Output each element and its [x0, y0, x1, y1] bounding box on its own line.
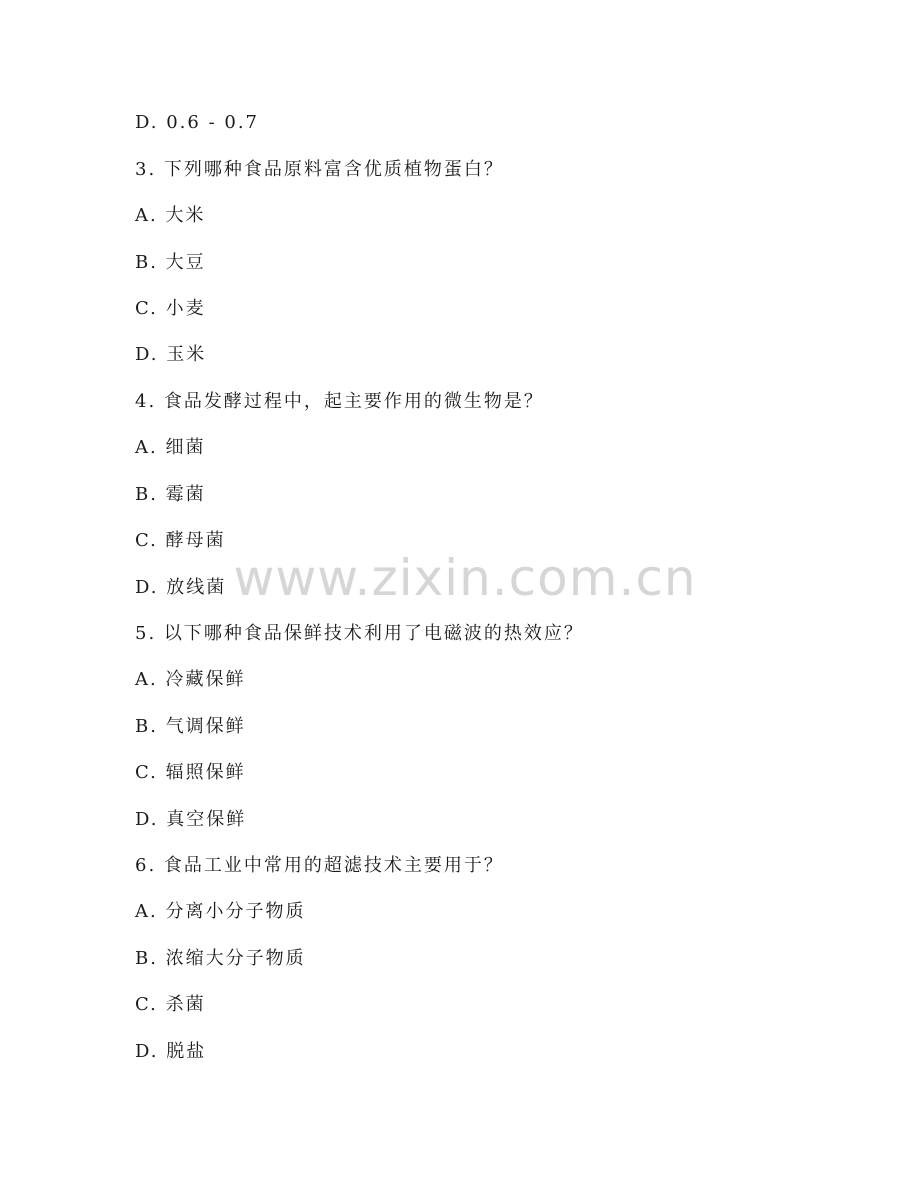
option-b-q6: B. 浓缩大分子物质 — [135, 948, 306, 969]
option-c-q6: C. 杀菌 — [135, 994, 206, 1015]
option-a-q5: A. 冷藏保鲜 — [135, 669, 246, 690]
watermark: www.zixin.com.cn — [233, 549, 697, 607]
option-d-q2: D. 0.6 - 0.7 — [135, 112, 260, 133]
option-d-q4: D. 放线菌 — [135, 577, 227, 598]
question-6: 6. 食品工业中常用的超滤技术主要用于？ — [135, 855, 504, 876]
option-b-q4: B. 霉菌 — [135, 484, 206, 505]
question-5: 5. 以下哪种食品保鲜技术利用了电磁波的热效应？ — [135, 623, 584, 644]
option-a-q6: A. 分离小分子物质 — [135, 901, 306, 922]
option-b-q5: B. 气调保鲜 — [135, 716, 246, 737]
option-c-q5: C. 辐照保鲜 — [135, 762, 246, 783]
option-d-q6: D. 脱盐 — [135, 1041, 207, 1062]
option-d-q3: D. 玉米 — [135, 344, 207, 365]
option-a-q4: A. 细菌 — [135, 437, 206, 458]
option-d-q5: D. 真空保鲜 — [135, 809, 247, 830]
option-c-q4: C. 酵母菌 — [135, 530, 226, 551]
question-3: 3. 下列哪种食品原料富含优质植物蛋白？ — [135, 159, 504, 180]
question-4: 4. 食品发酵过程中，起主要作用的微生物是？ — [135, 391, 544, 412]
option-b-q3: B. 大豆 — [135, 252, 206, 273]
option-a-q3: A. 大米 — [135, 205, 206, 226]
option-c-q3: C. 小麦 — [135, 298, 206, 319]
